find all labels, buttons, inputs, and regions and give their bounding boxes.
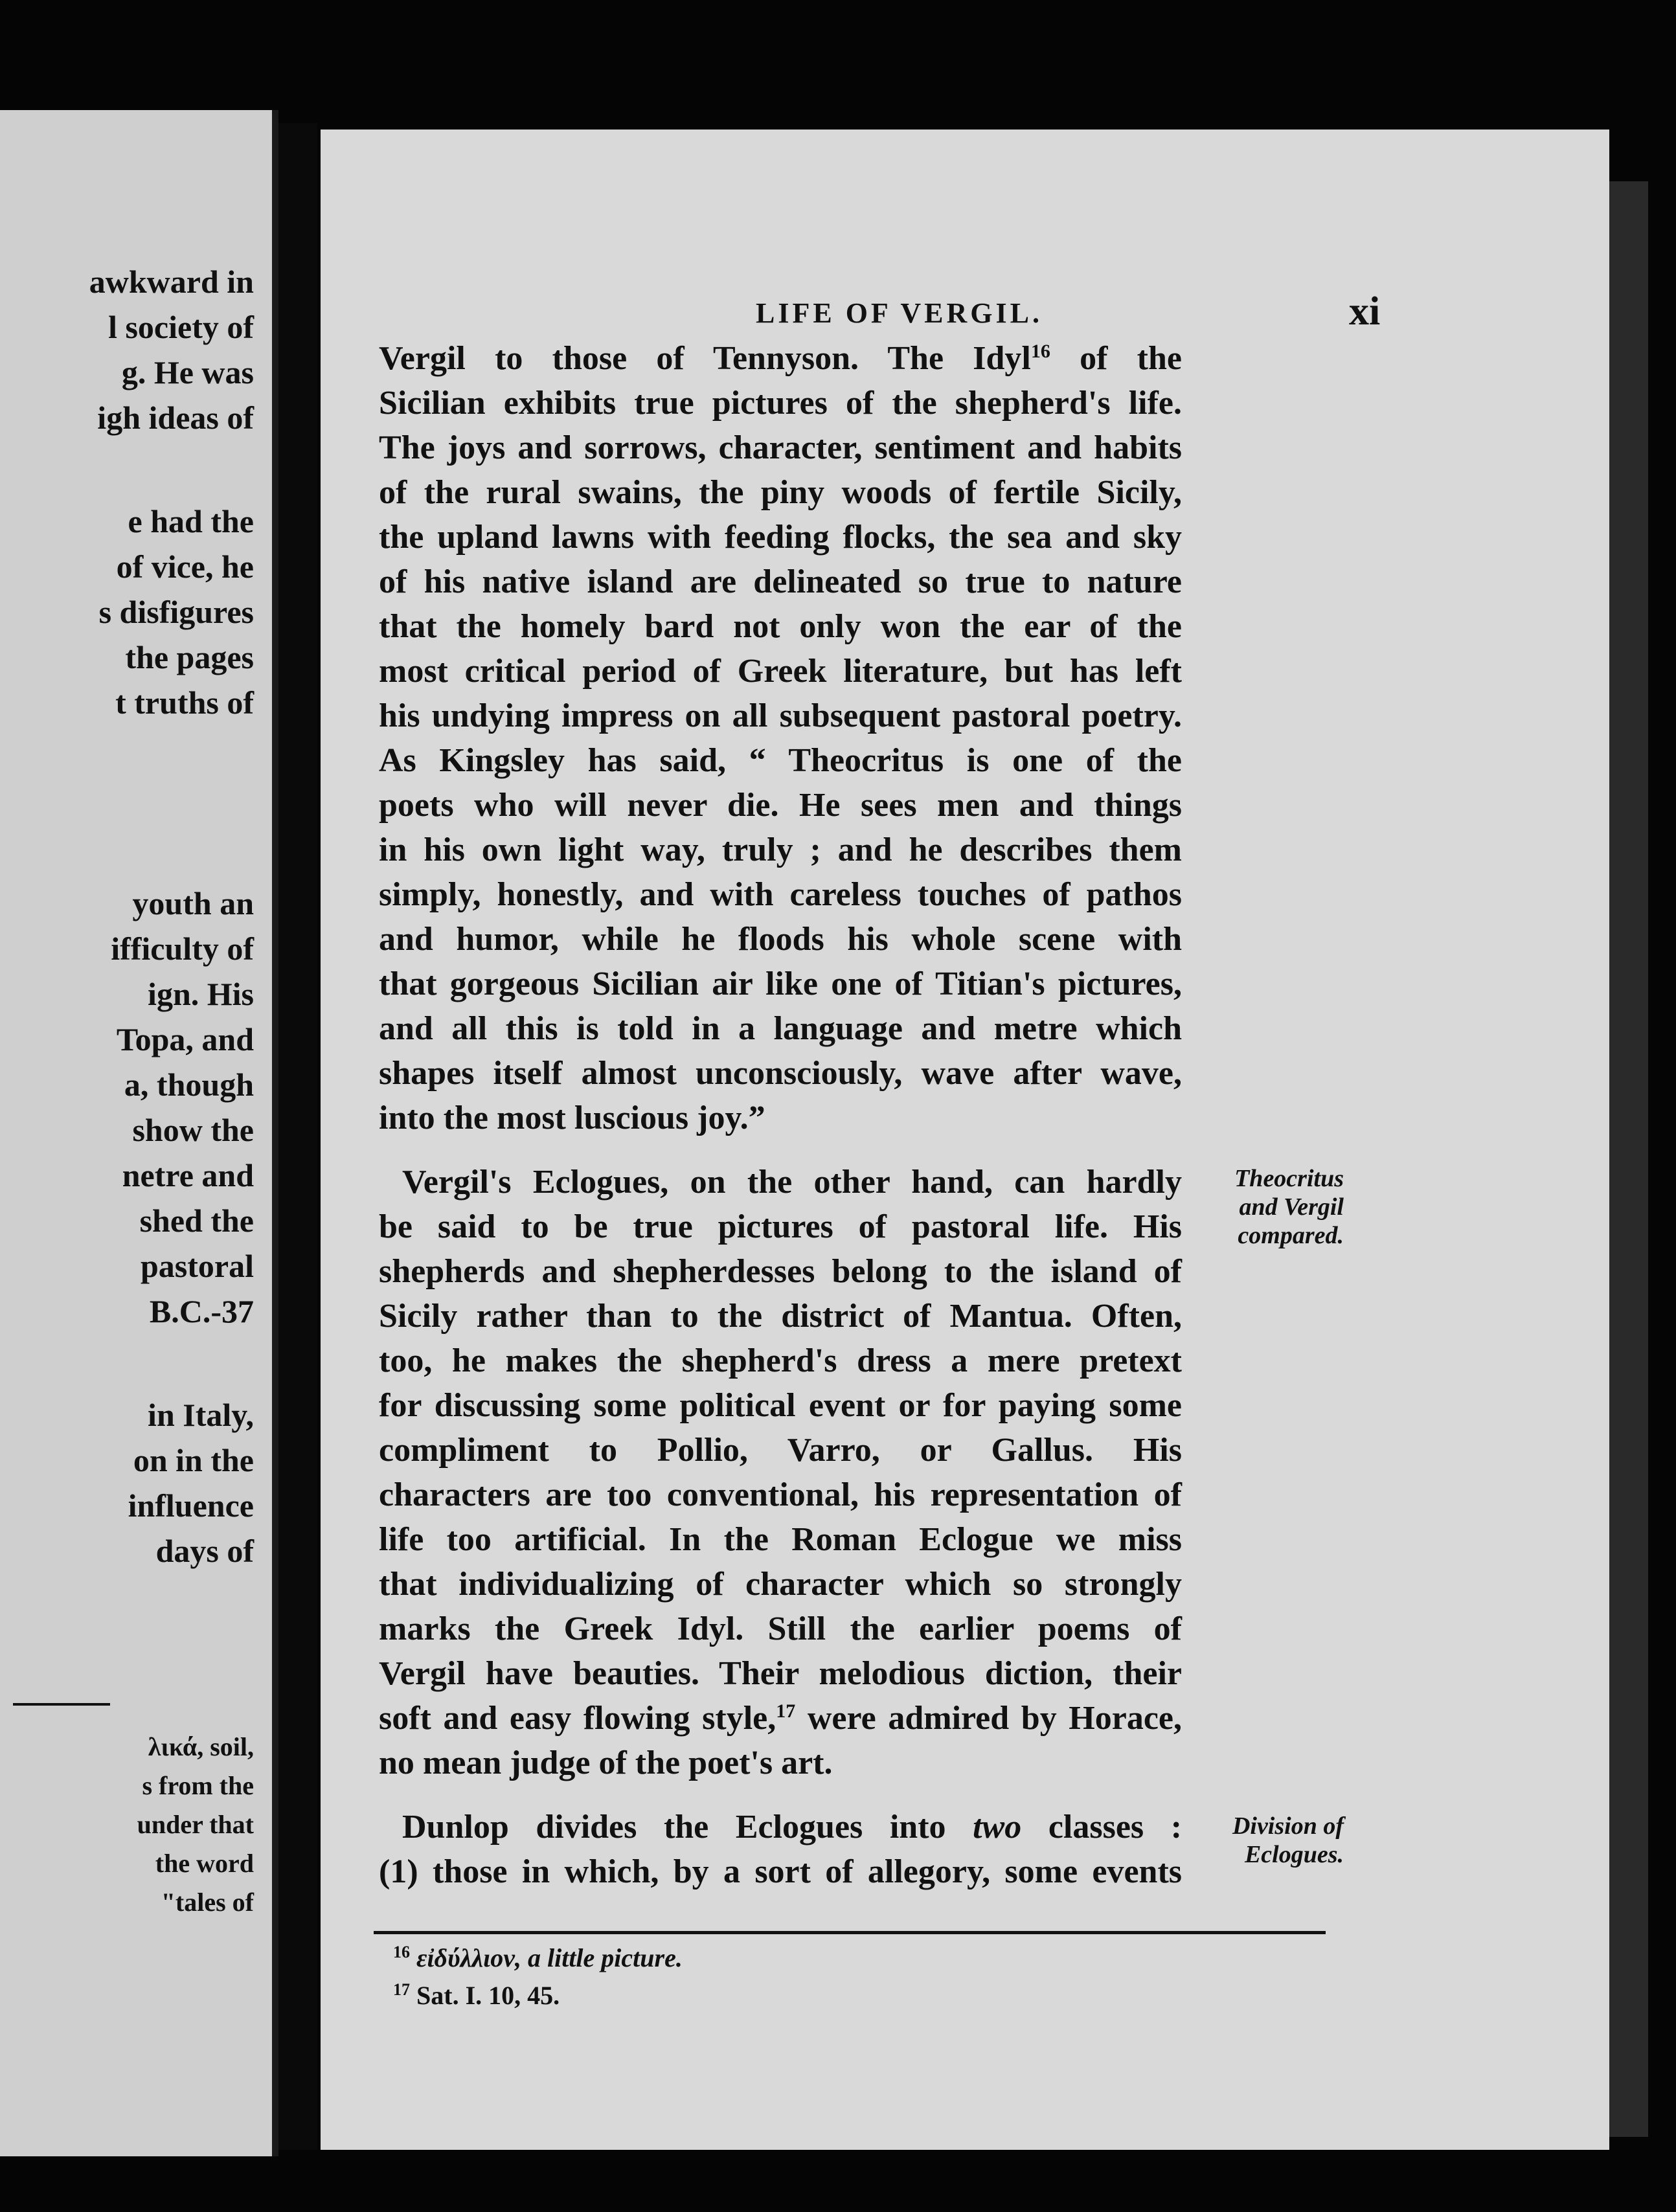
text-line: that individualizing of character which so strongly: [379, 1566, 1182, 1603]
text-line: of the rural swains, the piny woods of fertile Sicily,: [379, 474, 1182, 511]
left-facing-page: [0, 110, 278, 2156]
text-line: into the most luscious joy.”: [379, 1100, 765, 1136]
left-text-line: days of: [155, 1533, 254, 1569]
text-line: compliment to Pollio, Varro, or Gallus. His: [379, 1432, 1182, 1469]
text-line: and humor, while he floods his whole scene with: [379, 921, 1182, 958]
book-gutter: [278, 123, 317, 2150]
text-line: Sicily rather than to the district of Mantua. Often,: [379, 1298, 1182, 1335]
text-line: The joys and sorrows, character, sentiment and habits: [379, 429, 1182, 466]
footnote-17: $^{17}$ Sat. I. 10, 45.: [393, 1980, 560, 2010]
left-text-line: a, though: [124, 1066, 254, 1103]
text-line: Dunlop divides the Eclogues into two classes :: [402, 1809, 1183, 1845]
text-line: of his native island are delineated so true to nature: [379, 563, 1182, 600]
running-head: LIFE OF VERGIL.: [756, 297, 1043, 329]
text-line: no mean judge of the poet's art.: [379, 1744, 833, 1781]
left-text-line: ign. His: [148, 976, 254, 1012]
text-line: in his own light way, truly ; and he describes them: [379, 831, 1182, 868]
left-text-line: youth an: [132, 885, 254, 921]
text-line: for discussing some political event or for paying some: [379, 1387, 1182, 1424]
page-number: xi: [1349, 289, 1381, 333]
left-footnote-line: λικά, soil,: [148, 1732, 254, 1761]
book-page: [321, 130, 1609, 2150]
left-footnote-rule: [13, 1703, 110, 1706]
left-text-line: shed the: [139, 1202, 254, 1239]
footnote-16: $^{16}$ εἰδύλλιον, a little picture.: [393, 1943, 683, 1972]
left-text-line: in Italy,: [148, 1397, 254, 1433]
text-line: Vergil have beauties. Their melodious diction, their: [379, 1655, 1182, 1692]
text-line: Vergil to those of Tennyson. The Idyl$^{16}$ of the: [379, 340, 1182, 377]
left-text-line: awkward in: [89, 264, 254, 300]
footnote-ref: 16: [1030, 341, 1050, 362]
left-text-line: of vice, he: [116, 548, 254, 585]
text-line: shepherds and shepherdesses belong to the island of: [379, 1253, 1182, 1290]
text-line: that gorgeous Sicilian air like one of Titian's pictures,: [379, 965, 1182, 1002]
left-footnote-line: s from the: [142, 1771, 254, 1800]
left-text-line: t truths of: [115, 684, 254, 721]
left-text-line: ifficulty of: [111, 931, 254, 967]
text-line: marks the Greek Idyl. Still the earlier poems of: [379, 1610, 1182, 1647]
text-line: characters are too conventional, his representation of: [379, 1476, 1182, 1513]
left-footnote-line: the word: [155, 1849, 254, 1878]
sidenote-theocritus-vergil-compared: Theocritus and Vergil compared.: [1234, 1165, 1344, 1249]
left-footnote-line: under that: [137, 1810, 254, 1839]
left-text-line: Topa, and: [116, 1021, 254, 1057]
text-line: most critical period of Greek literature, but has left: [379, 653, 1182, 690]
text-line: his undying impress on all subsequent pastoral poetry.: [379, 697, 1182, 734]
footnote-rule: [374, 1931, 1326, 1934]
text-line: (1) those in which, by a sort of allegory, some events: [379, 1853, 1182, 1890]
text-line: and all this is told in a language and metre which: [379, 1010, 1182, 1047]
left-text-line: the pages: [125, 639, 254, 675]
left-text-line: g. He was: [121, 354, 254, 390]
left-text-line: s disfigures: [98, 594, 254, 630]
text-line: As Kingsley has said, “ Theocritus is one of the: [379, 742, 1182, 779]
text-line: soft and easy flowing style,$^{17}$ were admired by Horace,: [379, 1700, 1182, 1737]
left-text-line: influence: [128, 1487, 254, 1524]
page-edge: [1609, 181, 1648, 2137]
left-text-line: show the: [132, 1112, 254, 1148]
left-text-line: on in the: [133, 1442, 254, 1478]
text-line: be said to be true pictures of pastoral life. His: [379, 1208, 1182, 1245]
footnote-ref: 17: [776, 1700, 796, 1722]
left-text-line: e had the: [128, 503, 254, 539]
left-text-line: igh ideas of: [97, 400, 254, 436]
text-line: simply, honestly, and with careless touches of pathos: [379, 876, 1182, 913]
sidenote-division-of-eclogues: Division of Eclogues.: [1232, 1812, 1344, 1868]
left-footnote-line: "tales of: [161, 1888, 254, 1917]
text-line: shapes itself almost unconsciously, wave after wave,: [379, 1055, 1182, 1092]
text-line: too, he makes the shepherd's dress a mere pretext: [379, 1342, 1182, 1379]
text-line: Vergil's Eclogues, on the other hand, can hardly: [402, 1164, 1182, 1201]
text-line: life too artificial. In the Roman Eclogue we miss: [379, 1521, 1182, 1558]
left-text-line: pastoral: [141, 1248, 254, 1284]
text-line: poets who will never die. He sees men and things: [379, 787, 1182, 824]
left-text-line: B.C.-37: [149, 1293, 254, 1329]
left-text-line: netre and: [122, 1157, 254, 1193]
text-line: Sicilian exhibits true pictures of the shepherd's life.: [379, 385, 1182, 422]
text-line: the upland lawns with feeding flocks, the sea and sky: [379, 519, 1182, 556]
left-text-line: l society of: [108, 309, 254, 345]
emphasis: two: [973, 1809, 1022, 1845]
text-line: that the homely bard not only won the ear of the: [379, 608, 1182, 645]
